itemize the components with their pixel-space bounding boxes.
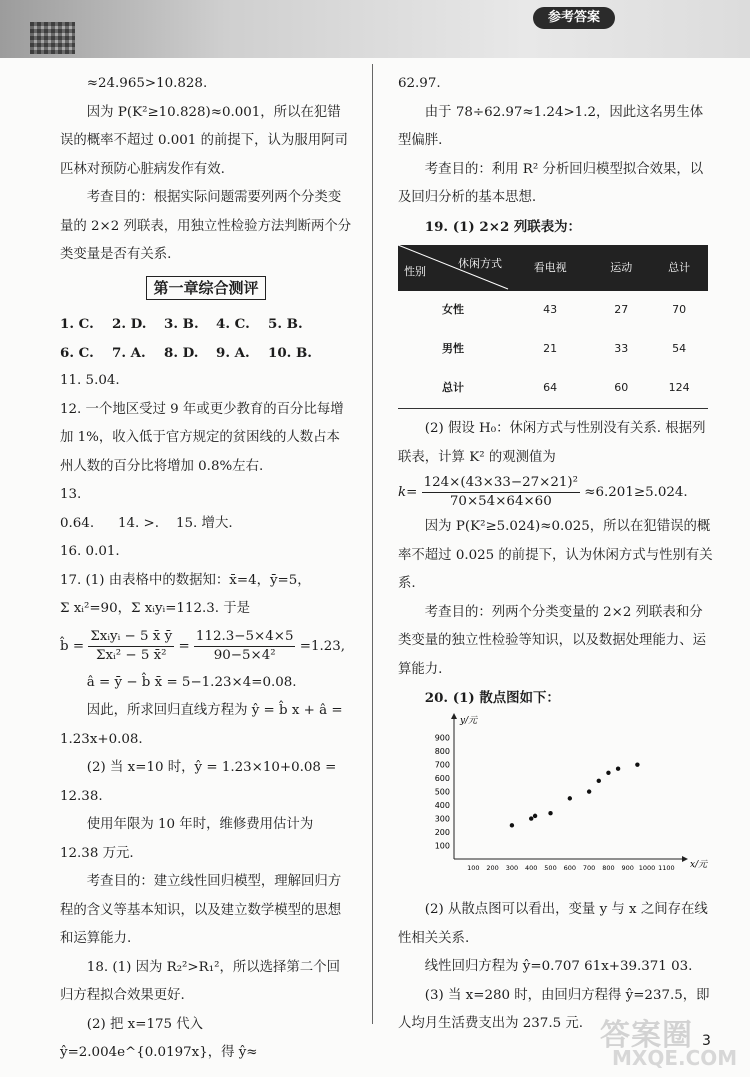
scatter-point	[587, 789, 591, 793]
answer-20-part-3: (3) 当 x=280 时，由回归方程得 ŷ=237.5，即人均月生活费支出为 237.5 元.	[398, 987, 710, 1031]
x-axis-label: x/元	[690, 859, 708, 870]
answer-17-line-4: (2) 当 x=10 时，ŷ = 1.23×10+0.08 = 12.38.	[60, 760, 337, 804]
watermark: 答案圈	[600, 1018, 693, 1053]
scatter-point	[548, 810, 552, 814]
x-tick-label: 1100	[658, 863, 675, 872]
a-hat-formula: â = ȳ − b̂ x̄ = 5−1.23×4=0.08.	[86, 674, 297, 690]
page-number: 3	[702, 1033, 711, 1049]
scatter-plot	[416, 715, 708, 881]
y-tick-label: 200	[434, 827, 450, 837]
scatter-point	[635, 762, 639, 766]
scatter-point	[533, 813, 537, 817]
scatter-point	[510, 823, 514, 827]
answer-18-line-2: (2) 把 x=175 代入 ŷ=2.004e^{0.0197x}，得 ŷ≈	[60, 1016, 258, 1060]
x-tick-label: 800	[602, 863, 615, 872]
right-line-1: 62.97.	[398, 76, 441, 91]
answer-16: 16. 0.01.	[60, 544, 120, 559]
scatter-point	[529, 816, 533, 820]
y-tick-label: 600	[434, 773, 450, 783]
left-column	[60, 70, 352, 1068]
answer-18-line-1: 18. (1) 因为 R₂²>R₁²，所以选择第二个回归方程拟合效果更好.	[60, 959, 340, 1003]
watermark-url: MXQE.COM	[612, 1046, 738, 1070]
page-header	[0, 0, 750, 58]
y-tick-label: 500	[434, 787, 450, 797]
k-formula: k= $\frac{\text{124×(43×33−27×21)²}}{70\times 54\times 64\times 60}$ ≈6.201≥5.024.	[398, 475, 688, 509]
right-para-2: 由于 78÷62.97≈1.24>1.2，因此这名男生体型偏胖.	[398, 104, 704, 148]
answer-19-conclusion: 因为 P(K²≥5.024)≈0.025，所以在犯错误的概率不超过 0.025 的前提下，认为休闲方式与性别有关系.	[398, 519, 713, 591]
y-tick-label: 400	[434, 800, 450, 810]
x-tick-label: 400	[525, 863, 538, 872]
section-title: 第一章综合测评	[60, 276, 352, 305]
answer-17-line-6: 考查目的：建立线性回归模型，理解回归方程的含义等基本知识，以及建立数学模型的思想和运算能力.	[60, 874, 342, 946]
contingency-table	[398, 245, 708, 409]
answer-19-title: 19. (1) 2×2 列联表为：	[424, 218, 581, 235]
scatter-point	[606, 770, 610, 774]
answer-20-part-2: (2) 从散点图可以看出，变量 y 与 x 之间存在线性相关关系.	[398, 902, 708, 946]
left-line-1: ≈24.965>10.828.	[86, 76, 208, 91]
column-divider	[372, 64, 373, 1024]
left-para-3: 考查目的：根据实际问题需要列两个分类变量的 2×2 列联表，用独立性检验方法判断两个分类变量是否有关系.	[60, 190, 352, 262]
answers-row-1: 1. C. 2. D. 3. B. 4. C. 5. B.	[60, 316, 303, 332]
regression-equation: 线性回归方程为 ŷ=0.707 61x+39.371 03.	[424, 959, 693, 974]
left-para-2: 因为 P(K²≥10.828)≈0.001，所以在犯错误的概率不超过 0.001 的前提下，认为服用阿司匹林对预防心脏病发作有效.	[60, 104, 348, 177]
x-axis-arrow	[682, 856, 688, 862]
col-header: 运动	[592, 245, 650, 291]
k-frac: $\frac{\text{124×(43×33−27×21)²}}{70\times 54\times 64\times 60}$	[423, 475, 579, 509]
b-hat-frac-1: $\frac{\text{Σxᵢyᵢ − 5 x̄ ȳ}}{\text{Σxᵢ² − 5 x̄²}}$	[90, 628, 173, 663]
y-axis-label: y/元	[460, 715, 478, 726]
header-badge: 参考答案	[533, 7, 615, 29]
answer-19-purpose: 考查目的：列两个分类变量的 2×2 列联表和分类变量的独立性检验等知识，以及数据处理能力、运算能力.	[398, 604, 706, 677]
x-tick-label: 1000	[638, 863, 656, 872]
answer-19-part-2: (2) 假设 H₀：休闲方式与性别没有关系. 根据列联表，计算 K² 的观测值为	[398, 421, 706, 465]
table-row: 总计 64 60 124	[398, 369, 708, 409]
answer-17-line-5: 使用年限为 10 年时，维修费用估计为 12.38 万元.	[60, 817, 314, 861]
x-tick-label: 200	[486, 863, 499, 872]
x-tick-label: 300	[505, 863, 519, 872]
header-pattern	[30, 22, 75, 54]
x-tick-label: 900	[621, 863, 634, 872]
x-tick-label: 700	[582, 863, 596, 872]
b-hat-formula: b̂ = $\frac{\text{Σxᵢyᵢ − 5 x̄ ȳ}}{\text{Σxᵢ² − 5 x̄²}}$ = $\frac{112.3-5\times 4\times 5}{\text{90−5×4²}}$ =1.23,	[60, 628, 346, 663]
col-header: 总计	[650, 245, 708, 291]
x-tick-label: 600	[563, 863, 577, 872]
x-tick-label: 100	[467, 863, 480, 872]
y-tick-label: 800	[434, 746, 450, 756]
table-row: 女性 43 27 70	[442, 303, 687, 317]
y-axis-arrow	[451, 713, 457, 719]
answer-17-line-3: 因此，所求回归直线方程为 ŷ = b̂ x + â = 1.23x+0.08.	[60, 703, 343, 747]
x-tick-label: 500	[544, 863, 557, 872]
col-header: 看电视	[508, 245, 592, 291]
answers-row-2: 6. C. 7. A. 8. D. 9. A. 10. B.	[60, 344, 312, 361]
b-hat-frac-2: $\frac{112.3-5\times 4\times 5}{\text{90−5×4²}}$	[195, 628, 294, 663]
answer-17-line-1: 17. (1) 由表格中的数据知：x̄=4，ȳ=5，	[60, 572, 311, 588]
y-tick-label: 300	[434, 814, 450, 824]
answers-13-15: 13. 0.64. 14. >. 15. 增大.	[60, 487, 233, 531]
answer-11: 11. 5.04.	[60, 373, 120, 388]
y-tick-label: 100	[434, 841, 450, 851]
answer-20-title: 20. (1) 散点图如下：	[424, 690, 560, 706]
answer-12: 12. 一个地区受过 9 年或更少教育的百分比每增加 1%，收入低于官方规定的贫困线的人数占本州人数的百分比将增加 0.8%左右.	[60, 401, 344, 474]
answer-17-line-2: Σ xᵢ²=90，Σ xᵢyᵢ=112.3. 于是	[60, 601, 251, 616]
y-tick-label: 900	[434, 733, 450, 743]
scatter-point	[597, 778, 601, 782]
right-para-3: 考查目的：利用 R² 分析回归模型拟合效果，以及回归分析的基本思想.	[398, 161, 704, 205]
table-row: 男性 21 33 54	[442, 342, 687, 356]
scatter-point	[616, 766, 620, 770]
scatter-point	[568, 796, 572, 800]
y-tick-label: 700	[434, 760, 450, 770]
right-column	[398, 70, 714, 1039]
table-corner: 休闲方式 性别	[398, 245, 508, 291]
